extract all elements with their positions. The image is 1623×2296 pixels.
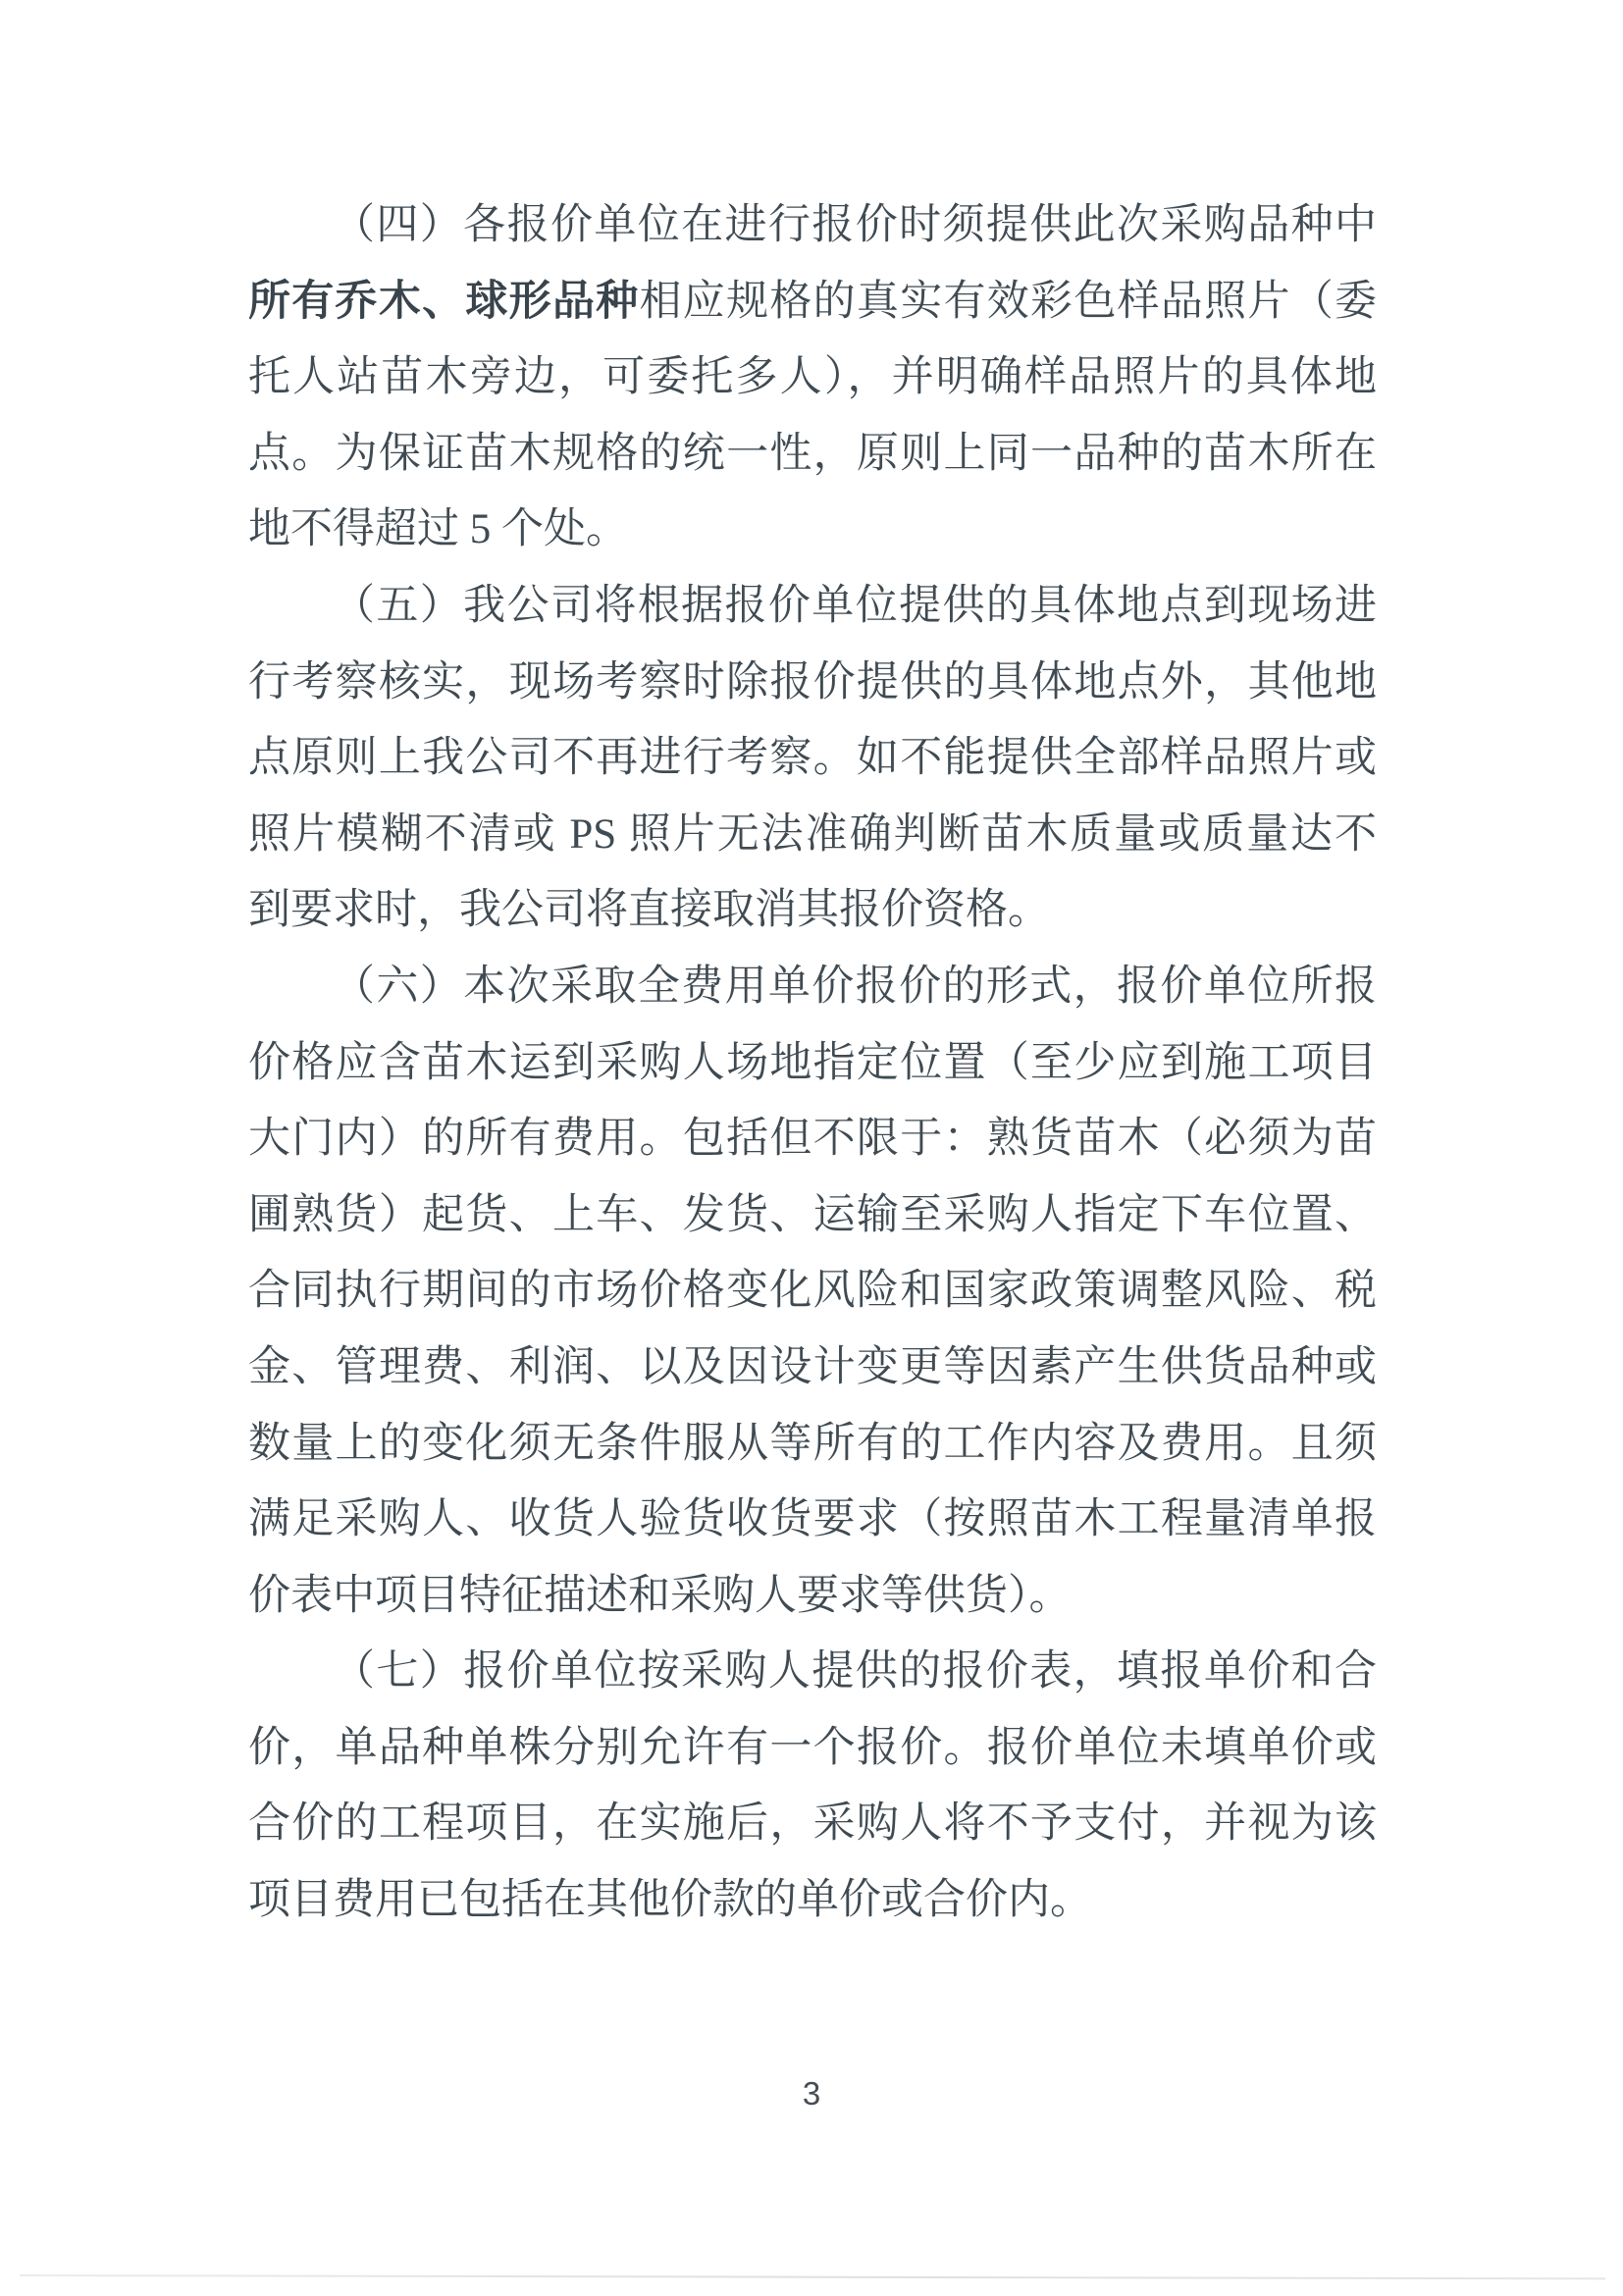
clause-6-line-8: 满足采购人、收货人验货收货要求（按照苗木工程量清单报 (248, 1496, 1377, 1543)
clause-4-line-1: （四）各报价单位在进行报价时须提供此次采购品种中 (333, 202, 1377, 248)
clause-4-line-3: 托人站苗木旁边，可委托多人），并明确样品照片的具体地 (248, 354, 1377, 401)
clause-7-line-2: 价，单品种单株分别允许有一个报价。报价单位未填单价或 (248, 1724, 1377, 1771)
clause-4-line-2 (248, 264, 1377, 340)
clause-5-line-2: 行考察核实，现场考察时除报价提供的具体地点外，其他地 (248, 658, 1377, 705)
clause-6-line-6: 金、管理费、利润、以及因设计变更等因素产生供货品种或 (248, 1343, 1377, 1390)
clause-6-line-7: 数量上的变化须无条件服从等所有的工作内容及费用。且须 (248, 1420, 1377, 1467)
clause-5-line-4: 照片模糊不清或 PS 照片无法准确判断苗木质量或质量达不 (248, 810, 1377, 858)
clause-6-line-5: 合同执行期间的市场价格变化风险和国家政策调整风险、税 (248, 1268, 1377, 1315)
clause-6-line-1: （六）本次采取全费用单价报价的形式，报价单位所报 (333, 963, 1377, 1010)
bold-emphasis-text: 所有乔木、球形品种 (248, 278, 640, 325)
clause-4-line-5: 地不得超过 5 个处。 (248, 506, 628, 553)
clause-6-line-2: 价格应含苗木运到采购人场地指定位置（至少应到施工项目 (248, 1039, 1377, 1086)
clause-7-line-4: 项目费用已包括在其他价款的单价或合价内。 (248, 1877, 1092, 1924)
page-number: 3 (802, 2075, 821, 2112)
document-body-text (248, 187, 1377, 1939)
clause-5-line-5: 到要求时，我公司将直接取消其报价资格。 (248, 887, 1050, 934)
text-segment: 相应规格的真实有效彩色样品照片（委 (639, 278, 1377, 325)
clause-7-line-3: 合价的工程项目，在实施后，采购人将不予支付，并视为该 (248, 1800, 1377, 1848)
clause-6-line-3: 大门内）的所有费用。包括但不限于：熟货苗木（必须为苗 (248, 1116, 1377, 1163)
clause-5-line-1: （五）我公司将根据报价单位提供的具体地点到现场进 (333, 582, 1377, 629)
page-bottom-scan-artifact (20, 2274, 1605, 2279)
clause-4-line-4: 点。为保证苗木规格的统一性，原则上同一品种的苗木所在 (248, 430, 1377, 477)
clause-6-line-4: 圃熟货）起货、上车、发货、运输至采购人指定下车位置、 (248, 1191, 1377, 1238)
clause-6-line-9: 价表中项目特征描述和采购人要求等供货）。 (248, 1572, 1072, 1619)
clause-5-line-3: 点原则上我公司不再进行考察。如不能提供全部样品照片或 (248, 735, 1377, 782)
clause-7-line-1: （七）报价单位按采购人提供的报价表，填报单价和合 (333, 1648, 1377, 1696)
